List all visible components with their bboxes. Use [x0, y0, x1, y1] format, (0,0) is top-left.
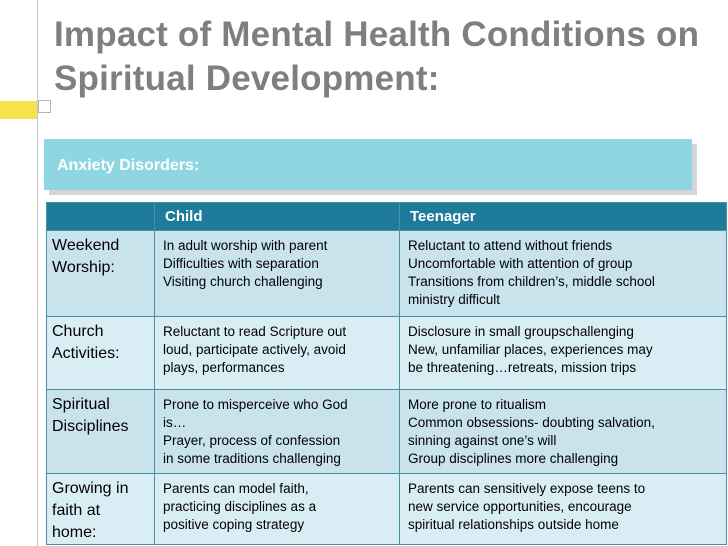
cell-line: Visiting church challenging — [163, 274, 323, 289]
cell-line: Reluctant to attend without friends — [408, 238, 613, 253]
cell-line: Common obsessions- doubting salvation, — [408, 415, 655, 430]
header-teenager: Teenager — [400, 203, 727, 231]
child-cell — [155, 474, 400, 545]
teenager-cell — [400, 390, 727, 474]
teenager-cell — [400, 474, 727, 545]
table-row — [47, 231, 727, 317]
child-cell — [155, 231, 400, 317]
cell-line: practicing disciplines as a — [163, 499, 317, 514]
cell-line: Disclosure in small groupschallenging — [408, 324, 634, 339]
cell-line: spiritual relationships outside home — [408, 517, 619, 532]
row-label-line: Spiritual — [52, 396, 110, 413]
cell-line: is… — [163, 415, 187, 430]
row-label-line: Worship: — [52, 259, 115, 276]
comparison-table — [46, 202, 727, 545]
cell-line: Prone to misperceive who God — [163, 397, 348, 412]
header-blank — [47, 203, 155, 231]
cell-line: Parents can sensitively expose teens to — [408, 481, 646, 496]
cell-line: positive coping strategy — [163, 517, 305, 532]
cell-line: More prone to ritualism — [408, 397, 547, 412]
row-label — [47, 317, 155, 390]
table-header-row — [47, 203, 727, 231]
section-banner: Anxiety Disorders: — [44, 139, 692, 190]
cell-line: new service opportunities, encourage — [408, 499, 632, 514]
row-label-line: home: — [52, 524, 97, 541]
cell-line: be threatening…retreats, mission trips — [408, 360, 637, 375]
cell-line: loud, participate actively, avoid — [163, 342, 346, 357]
row-label-line: Growing in — [52, 480, 129, 497]
row-label-line: Church — [52, 323, 104, 340]
cell-line: Transitions from children’s, middle school — [408, 274, 655, 289]
cell-line: Difficulties with separation — [163, 256, 319, 271]
cell-line: New, unfamiliar places, experiences may — [408, 342, 653, 357]
cell-line: Prayer, process of confession — [163, 433, 341, 448]
cell-line: Group disciplines more challenging — [408, 451, 619, 466]
teenager-cell — [400, 231, 727, 317]
cell-line: Reluctant to read Scripture out — [163, 324, 347, 339]
table-row — [47, 317, 727, 390]
row-label-line: Disciplines — [52, 418, 129, 435]
row-label-line: Weekend — [52, 237, 120, 254]
accent-bar — [0, 101, 37, 119]
cell-line: plays, performances — [163, 360, 285, 375]
cell-line: In adult worship with parent — [163, 238, 328, 253]
cell-line: in some traditions challenging — [163, 451, 341, 466]
cell-line: sinning against one’s will — [408, 433, 557, 448]
row-label — [47, 231, 155, 317]
slide-title — [54, 13, 714, 101]
cell-line: ministry difficult — [408, 292, 501, 307]
row-label-line: Activities: — [52, 345, 120, 362]
child-cell — [155, 390, 400, 474]
table-row — [47, 390, 727, 474]
child-cell — [155, 317, 400, 390]
banner-shadow — [49, 190, 697, 195]
teenager-cell — [400, 317, 727, 390]
row-label — [47, 390, 155, 474]
row-label-line: faith at — [52, 502, 101, 519]
title-line-1: Impact of Mental Health Conditions on — [54, 15, 700, 54]
table-row — [47, 474, 727, 545]
header-child: Child — [155, 203, 400, 231]
accent-square — [38, 100, 51, 113]
left-margin-rule — [37, 0, 38, 546]
row-label — [47, 474, 155, 545]
cell-line: Parents can model faith, — [163, 481, 309, 496]
title-line-2: Spiritual Development: — [54, 59, 440, 98]
cell-line: Uncomfortable with attention of group — [408, 256, 633, 271]
